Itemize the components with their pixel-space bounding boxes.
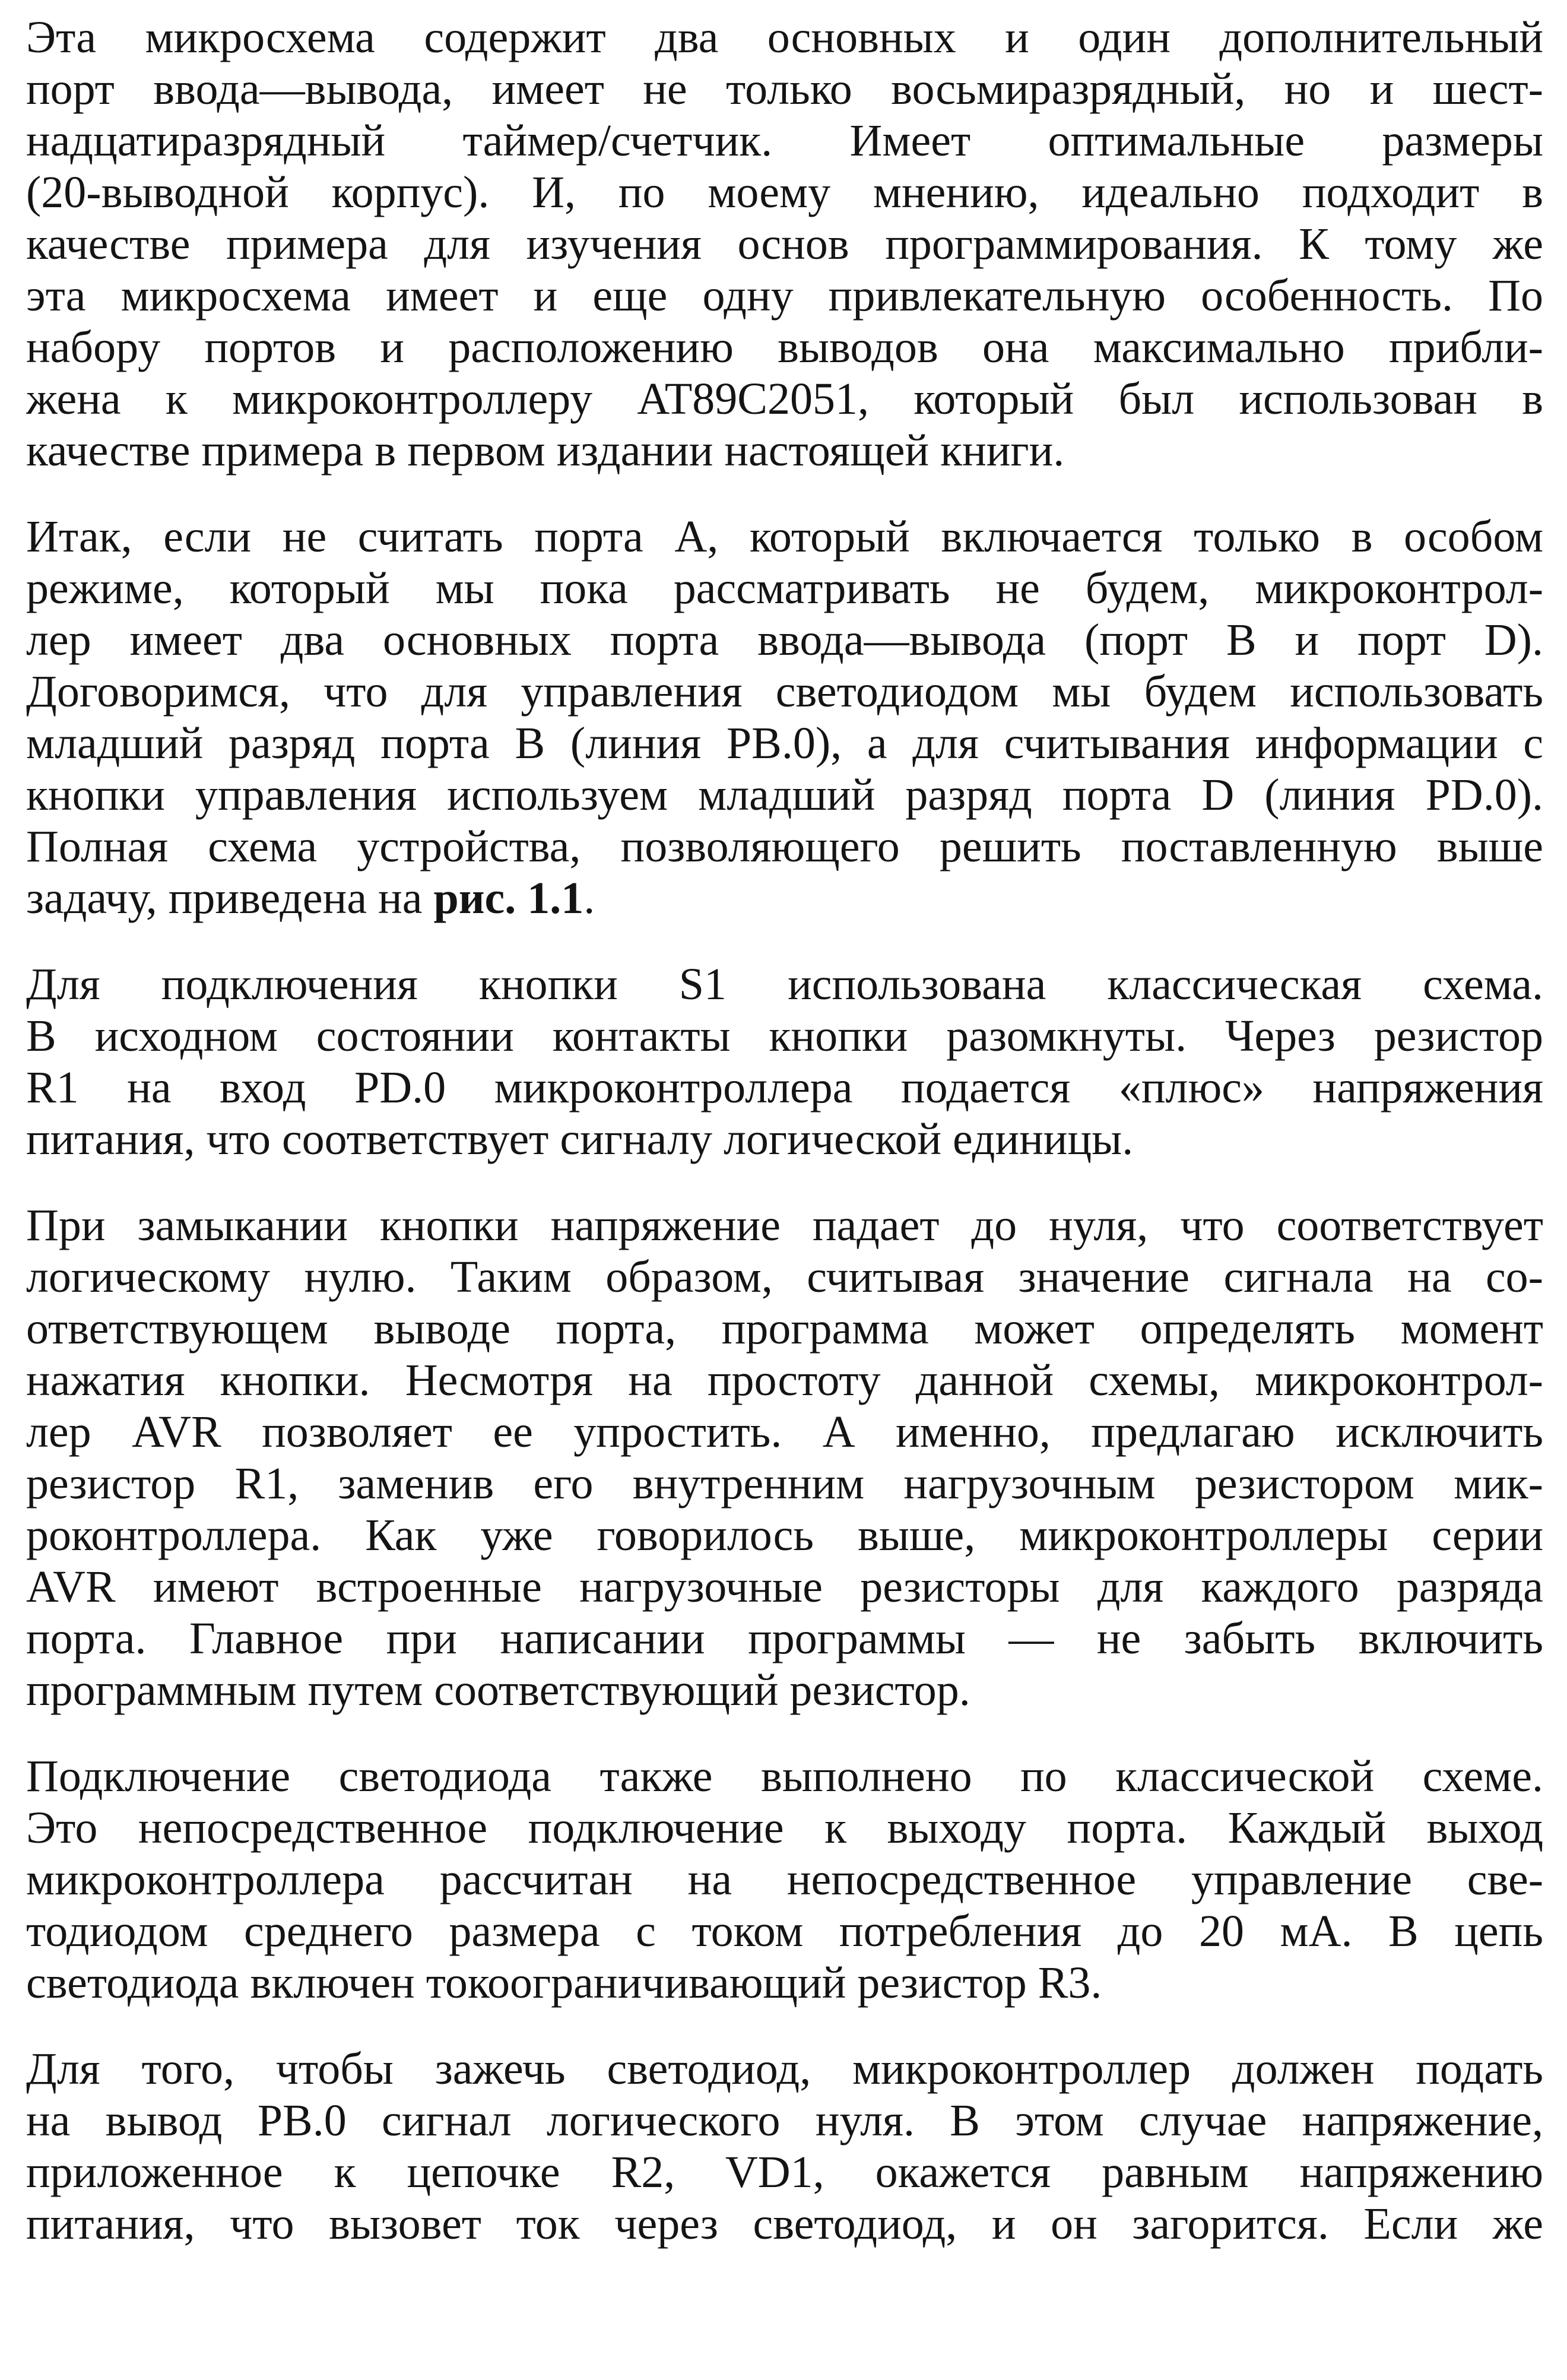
text-line: роконтроллера. Как уже говорилось выше, микроконтроллеры серии <box>26 1510 1543 1560</box>
paragraph-4 <box>26 1200 1543 1716</box>
text-line: кнопки управления используем младший разряд порта D (линия PD.0). <box>26 770 1543 820</box>
text-line: качестве примера для изучения основ программирования. К тому же <box>26 219 1543 269</box>
paragraph-2 <box>26 511 1543 924</box>
text-line: питания, что вызовет ток через светодиод, и он загорится. Если же <box>26 2199 1543 2249</box>
text-line: ответствующем выводе порта, программа может определять момент <box>26 1304 1543 1354</box>
text-line: светодиода включен токоограничивающий резистор R3. <box>26 1958 1102 2008</box>
text-line: режиме, который мы пока рассматривать не будем, микроконтрол- <box>26 563 1543 613</box>
text-line: лер имеет два основных порта ввода—вывода (порт В и порт D). <box>26 615 1543 665</box>
text-line: программным путем соответствующий резистор. <box>26 1665 970 1715</box>
paragraph-6 <box>26 2043 1543 2250</box>
text-line: нажатия кнопки. Несмотря на простоту данной схемы, микроконтрол- <box>26 1355 1543 1405</box>
text-line: Это непосредственное подключение к выходу порта. Каждый выход <box>26 1803 1543 1853</box>
text-line: Итак, если не считать порта А, который включается только в особом <box>26 512 1543 562</box>
text-fragment: задачу, приведена на <box>26 873 434 923</box>
text-line: микроконтроллера рассчитан на непосредственное управление све- <box>26 1855 1543 1904</box>
text-line: резистор R1, заменив его внутренним нагрузочным резистором мик- <box>26 1459 1543 1509</box>
text-line: на вывод PB.0 сигнал логического нуля. В этом случае напряжение, <box>26 2096 1543 2146</box>
text-line: логическому нулю. Таким образом, считывая значение сигнала на со- <box>26 1252 1543 1302</box>
text-line: лер AVR позволяет ее упростить. А именно, предлагаю исключить <box>26 1407 1543 1457</box>
paragraph-1 <box>26 12 1543 477</box>
text-line: эта микросхема имеет и еще одну привлекательную особенность. По <box>26 271 1543 321</box>
text-line: Договоримся, что для управления светодиодом мы будем использовать <box>26 667 1543 717</box>
text-line: В исходном состоянии контакты кнопки разомкнуты. Через резистор <box>26 1011 1543 1061</box>
text-line: младший разряд порта В (линия PB.0), а для считывания информации с <box>26 718 1543 768</box>
text-line: качестве примера в первом издании настоящей книги. <box>26 426 1065 476</box>
text-line: Для подключения кнопки S1 использована классическая схема. <box>26 959 1543 1009</box>
text-line: приложенное к цепочке R2, VD1, окажется равным напряжению <box>26 2147 1543 2197</box>
text-line: Эта микросхема содержит два основных и один дополнительный <box>26 12 1543 62</box>
text-line: тодиодом среднего размера с током потребления до 20 мА. В цепь <box>26 1906 1543 1956</box>
text-line: При замыкании кнопки напряжение падает до нуля, что соответствует <box>26 1200 1543 1250</box>
text-line: (20-выводной корпус). И, по моему мнению, идеально подходит в <box>26 167 1543 217</box>
document-page <box>26 12 1543 2284</box>
paragraph-3 <box>26 959 1543 1165</box>
text-fragment: . <box>583 873 595 923</box>
paragraph-5 <box>26 1751 1543 2009</box>
text-line: питания, что соответствует сигналу логической единицы. <box>26 1114 1134 1164</box>
text-line: Для того, чтобы зажечь светодиод, микроконтроллер должен подать <box>26 2044 1543 2094</box>
text-line: надцатиразрядный таймер/счетчик. Имеет оптимальные размеры <box>26 116 1543 166</box>
text-line: Полная схема устройства, позволяющего решить поставленную выше <box>26 822 1543 871</box>
text-line: набору портов и расположению выводов она максимально прибли- <box>26 322 1543 372</box>
figure-reference: рис. 1.1 <box>433 873 584 923</box>
text-line: жена к микроконтроллеру AT89C2051, который был использован в <box>26 374 1543 424</box>
text-line: AVR имеют встроенные нагрузочные резисторы для каждого разряда <box>26 1562 1543 1612</box>
text-line: Подключение светодиода также выполнено по классической схеме. <box>26 1751 1543 1801</box>
text-line: порт ввода—вывода, имеет не только восьмиразрядный, но и шест- <box>26 64 1543 114</box>
text-line: порта. Главное при написании программы — не забыть включить <box>26 1614 1543 1663</box>
text-line: R1 на вход PD.0 микроконтроллера подается «плюс» напряжения <box>26 1063 1543 1113</box>
text-line <box>26 873 1543 924</box>
